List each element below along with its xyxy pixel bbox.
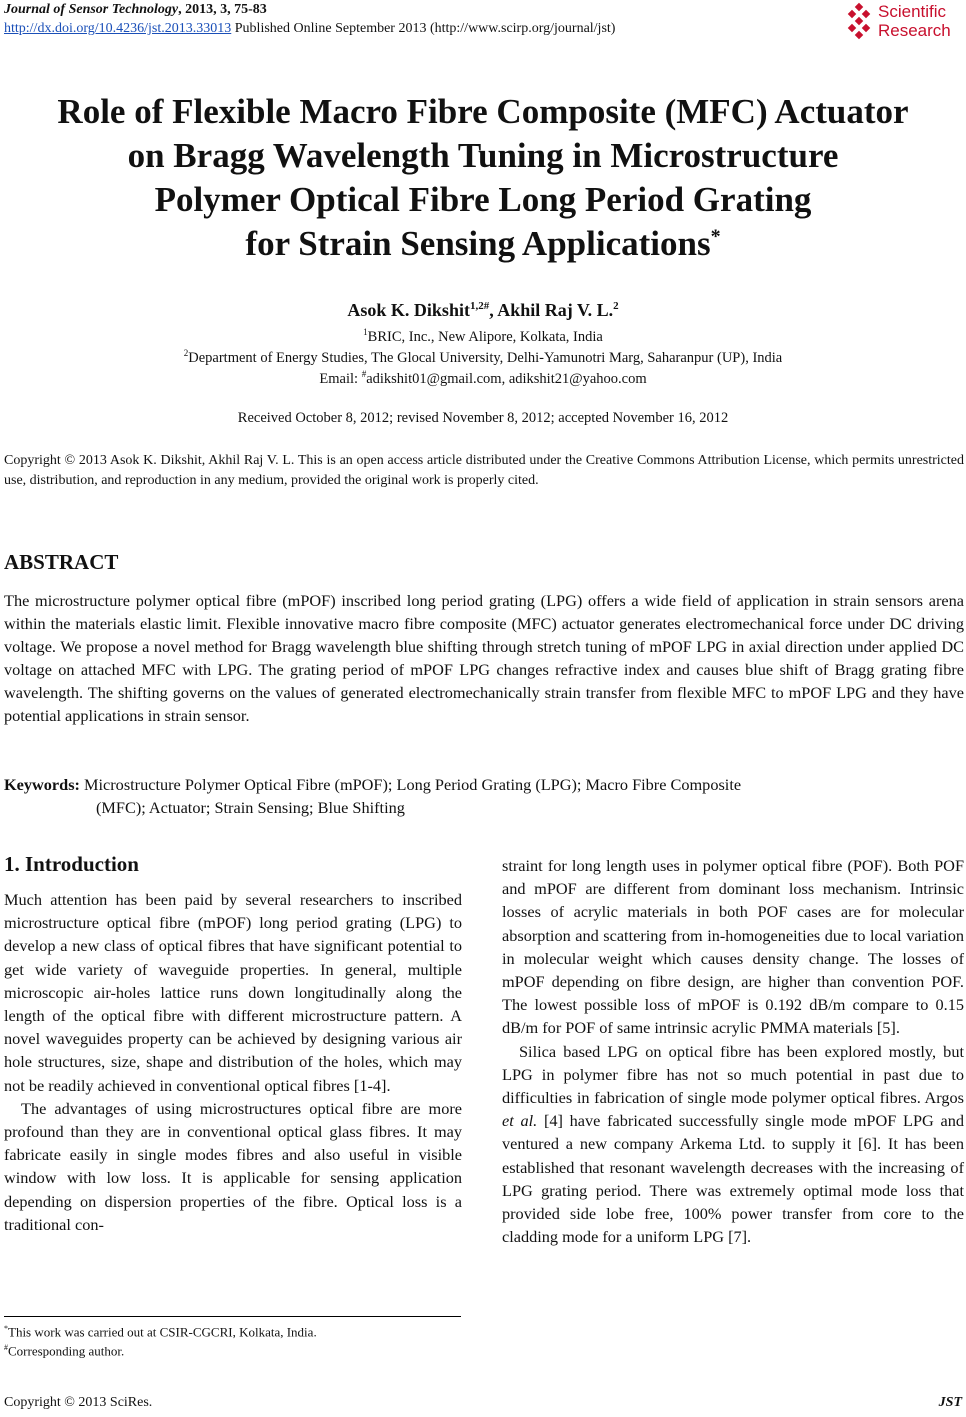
title-footnote-mark: * [710,225,721,248]
logo-diamond-icon [844,2,876,42]
abstract-heading: ABSTRACT [4,550,119,574]
logo-line2: Research [878,21,951,40]
affiliation-1 [0,327,966,346]
footnote-2-mark: # [4,1343,8,1352]
intro-paragraph-3: straint for long length uses in polymer optical fibre (POF). Both POF and mPOF are different from dominant loss mechanism. Intrinsic losses of acrylic materials in both POF cases are for molecular absorption and scattering from in-homogeneities due to local variation in molecular weight which causes density change. The losses of mPOF depending on fibre design, are higher than convention POF. The lowest possible loss of mPOF is 0.192 dB/m compare to 0.15 dB/m for POF of same intrinsic acrylic PMMA materials [5]. [502,856,964,1038]
journal-info: , 2013, 3, 75-83 [178,2,267,17]
footnote-rule [4,1316,461,1317]
footnote-2-text: Corresponding author. [8,1343,125,1359]
intro-p4-etal: et al. [502,1111,538,1131]
footnote-1 [4,1324,317,1340]
author-2: Akhil Raj V. L. [497,300,614,320]
intro-p4-part1: Silica based LPG on optical fibre has been explored mostly, but LPG in polymer fibre has not so much potential in past due to difficulties in fabrication of single mode polymer optical fibres. Argos [502,1041,964,1108]
intro-paragraph-2: The advantages of using microstructures optical fibre are more profound than they are in conventional optical glass fibres. It may fabricate easily in single modes fibres and also useful in visible window with low loss. It is applicable for sensing application depending on dispersion properties of the fibre. Optical loss is a traditional con- [4,1098,462,1234]
paper-title [0,90,966,266]
title-line4-text: for Strain Sensing Applications [245,224,711,263]
title-line2: on Bragg Wavelength Tuning in Microstructure [127,136,839,175]
aff2-sup: 2 [183,348,189,358]
affiliation-2 [0,348,966,367]
email-label: Email: [319,370,362,387]
intro-paragraph-1: Much attention has been paid by several researchers to inscribed microstructure optical fibre (mPOF) long period grating (LPG) to develop a new class of optical fibres that have significant potential to get wide variety of waveguide properties. In general, multiple microscopic air-holes lattice runs down longitudinally along the length of the optical fibre with different microstructure pattern. A novel waveguides property can be achieved by designing various air hole structures, size, shape and distribution of the holes, which may not be readily achieved in conventional optical fibres [1-4]. [4,890,462,1095]
keywords-line2: (MFC); Actuator; Strain Sensing; Blue Shifting [96,798,405,817]
left-column [4,888,462,1236]
received-dates: Received October 8, 2012; revised November 8, 2012; accepted November 16, 2012 [237,410,729,426]
journal-citation [4,2,267,18]
footnote-1-text: This work was carried out at CSIR-CGCRI, Kolkata, India. [8,1324,317,1340]
aff1-text: BRIC, Inc., New Alipore, Kolkata, India [367,328,603,345]
author-1-sup: 1,2# [469,300,490,312]
footnote-2 [4,1343,124,1359]
footnote-1-mark: * [4,1324,8,1333]
author-list [0,300,966,321]
title-line3: Polymer Optical Fibre Long Period Grating [154,180,812,219]
author-separator: , [489,300,498,320]
intro-p4-part2: [4] have fabricated successfully single mode mPOF LPG and ventured a new company Arkema Ltd. to supply it [6]. It has been established that resonant wavelength decreases with the increasing of LPG grating period. There was extremely optimal mode loss that provided side lobe free, 100% power transfer from core to the cladding mode for a uniform LPG [7]. [502,1111,964,1247]
email-addresses: adikshit01@gmail.com, adikshit21@yahoo.com [366,370,647,387]
section-heading-introduction: 1. Introduction [4,852,139,876]
right-column [502,854,964,1248]
published-text: Published Online September 2013 (http://www.scirp.org/journal/jst) [231,21,616,36]
footer-journal-abbrev: JST [938,1395,962,1410]
journal-name: Journal of Sensor Technology [4,2,179,17]
logo-line1: Scientific [878,2,947,21]
keywords-line1: Microstructure Polymer Optical Fibre (mPOF); Long Period Grating (LPG); Macro Fibre Composite [79,775,742,794]
aff1-sup: 1 [363,327,368,337]
publication-line [4,21,615,37]
copyright-notice: Copyright © 2013 Asok K. Dikshit, Akhil Raj V. L. This is an open access article distributed under the Creative Commons Attribution License, which permits unrestricted use, distribution, and reproduction in any medium, provided the original work is properly cited. [4,453,964,488]
footer-copyright: Copyright © 2013 SciRes. [4,1395,153,1410]
title-line1: Role of Flexible Macro Fibre Composite (MFC) Actuator [57,92,909,131]
scientific-research-logo [844,2,962,44]
keywords-line [4,773,964,796]
keywords-label: Keywords: [4,775,80,794]
email-sup: # [361,369,367,379]
author-2-sup: 2 [613,300,619,312]
intro-paragraph-4 [502,1040,964,1249]
aff2-text: Department of Energy Studies, The Glocal University, Delhi-Yamunotri Marg, Saharanpur (UP), India [188,349,783,366]
logo-text [878,2,951,40]
email-line [0,369,966,388]
author-1: Asok K. Dikshit [347,300,470,320]
abstract-text: The microstructure polymer optical fibre (mPOF) inscribed long period grating (LPG) offers a wide field of application in strain sensors arena within the materials elastic limit. Flexible innovative macro fibre composite (MFC) actuator generates electromechanical force under DC driving voltage. We propose a novel method for Bragg wavelength blue shifting through stretch tuning of mPOF LPG in axial direction under applied DC voltage on attached MFC with LPG. The grating period of mPOF LPG changes refractive index and causes blue shift of Bragg grating fibre wavelength. The shifting governs on the values of generated electromechanically strain transfer from flexible MFC to mPOF LPG and they have potential applications in strain sensor. [4,591,964,725]
doi-link[interactable]: http://dx.doi.org/10.4236/jst.2013.33013 [4,21,232,36]
title-line4 [0,222,966,266]
